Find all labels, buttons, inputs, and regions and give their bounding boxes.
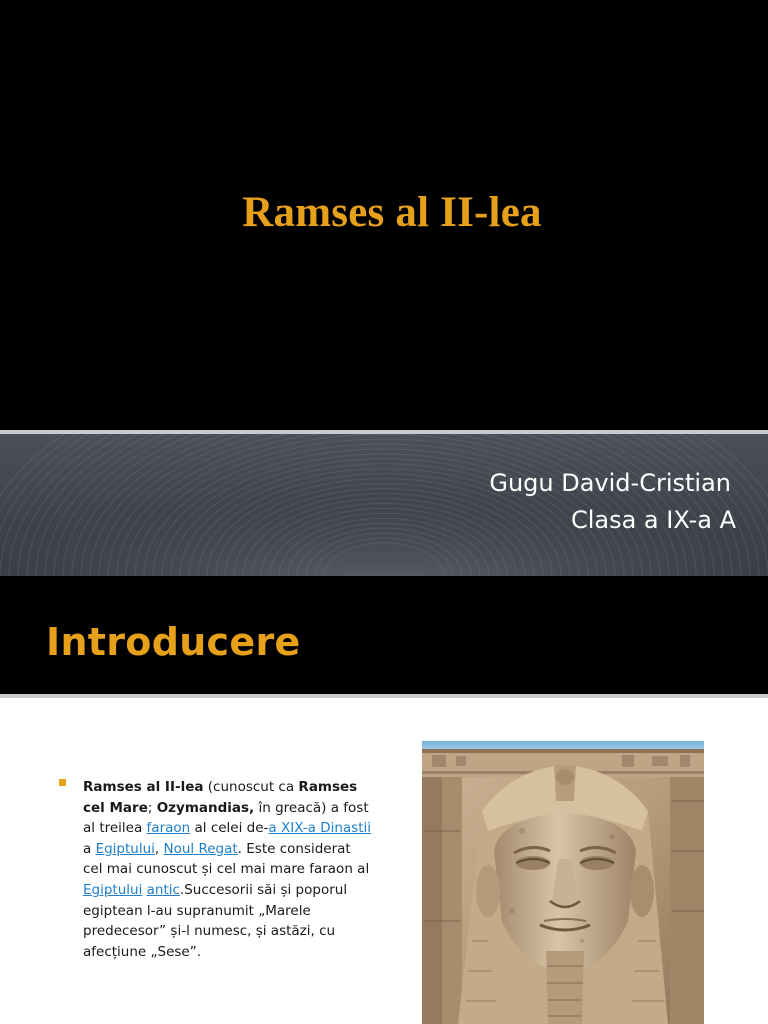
text: ;: [147, 799, 157, 816]
link-egiptului-antic[interactable]: Egiptului: [83, 881, 143, 898]
ramses-statue-image: [422, 741, 704, 1024]
class-label: Clasa a IX-a A: [570, 506, 736, 534]
text: al celei de-: [190, 820, 269, 837]
link-egiptului[interactable]: Egiptului: [95, 840, 155, 857]
bold-text: Ramses cel Mare: [83, 779, 358, 816]
link-noul-regat[interactable]: Noul Regat: [163, 840, 238, 857]
text: a: [83, 840, 96, 857]
bold-text: Ozymandias,: [156, 799, 255, 816]
author-name: Gugu David-Cristian: [489, 469, 731, 497]
slide-header: [0, 577, 768, 694]
bullet-paragraph: [83, 777, 373, 962]
text: în greacă) a fost al treilea: [83, 799, 369, 837]
text: .Succesorii săi și poporul egiptean l-au supranumit „Marele predecesor” și-l numesc, și astăzi, cu afecțiune „Sese”.: [83, 881, 348, 960]
slide-title: Introducere: [46, 620, 301, 664]
link-antic[interactable]: antic: [146, 881, 180, 898]
bullet-marker: [59, 779, 66, 786]
slide-title: Ramses al II-lea: [242, 189, 542, 236]
text: . Este considerat cel mai cunoscut și cel mai mare faraon al: [83, 840, 370, 878]
link-faraon[interactable]: faraon: [146, 820, 191, 837]
band-decoration: [0, 434, 768, 576]
bold-text: Ramses al II-lea: [83, 779, 204, 795]
slide-body: [0, 698, 768, 1024]
text: ,: [154, 840, 164, 857]
link-dinastii[interactable]: a XIX-a Dinastii: [268, 820, 372, 837]
subtitle-band: [0, 434, 768, 576]
intro-slide: [0, 577, 768, 1024]
text: (cunoscut ca: [203, 779, 299, 795]
